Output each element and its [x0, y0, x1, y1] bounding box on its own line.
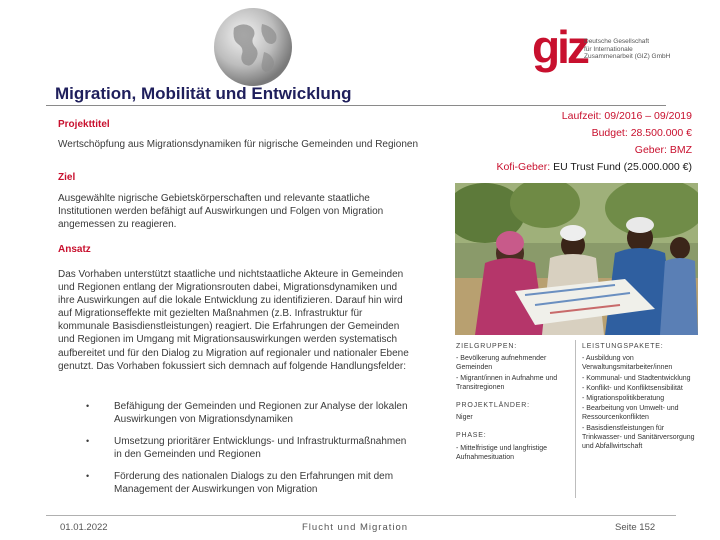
project-facts: [496, 108, 692, 176]
logo-text: [584, 38, 704, 61]
donor-row: Geber: BMZ: [634, 144, 692, 156]
footer-title: Flucht und Migration: [302, 522, 409, 533]
list-item: - Bearbeitung von Umwelt- und Ressourcenkonflikten: [582, 405, 679, 422]
bullet-icon: •: [86, 471, 90, 481]
bullet-text: Befähigung der Gemeinden und Regionen zur Analyse der lokalen Auswirkungen von Migrationsdynamiken: [114, 401, 408, 425]
bullet-icon: •: [86, 401, 90, 411]
target-groups-heading: ZIELGRUPPEN:: [456, 343, 517, 350]
budget-row: Budget: 28.500.000 €: [591, 127, 692, 139]
bullet-text: Förderung des nationalen Dialogs zu den Erfahrungen mit dem Management der Auswirkungen von Migration: [114, 471, 394, 495]
project-countries-heading: PROJEKTLÄNDER:: [456, 402, 530, 410]
list-item: [86, 470, 416, 496]
list-item: - Mittelfristige und langfristige Aufnahmesituation: [456, 444, 548, 461]
info-right-column: [582, 342, 702, 452]
phase-heading: PHASE:: [456, 432, 487, 440]
project-countries-value: Niger: [456, 414, 473, 422]
list-item: [86, 435, 416, 461]
logo-line-1: Deutsche Gesellschaft: [584, 38, 650, 45]
giz-logo: [532, 21, 712, 73]
project-title-heading: Projekttitel: [58, 119, 110, 130]
approach-text: Das Vorhaben unterstützt staatliche und nichtstaatliche Akteure in Gemeinden und Regionen entlang der Migrationsrouten dabei, Migrationsdynamiken und ihre Auswirkungen auf die lokale Entwicklung zu identifizieren. Darauf hin wird auf Migrationseffekte mit gezielten Maßnahmen (z.B. Infrastruktur für kommunale Basisdienstleistungen) reagiert. Die Erfahrungen der Gemeinden und Regionen im Umgang mit Migrationsauswirkungen werden systematisch aufbereitet und für den Dialog zu Migration auf regionaler und nationaler Ebene genutzt. Das Vorhaben fokussiert sich demnach auf folgende Handlungsfelder:: [58, 269, 409, 372]
title-divider: [46, 105, 666, 106]
bullet-icon: •: [86, 436, 90, 446]
logo-mark: giz: [532, 21, 587, 73]
list-item: - Migrationspolitikberatung: [582, 395, 665, 403]
approach-bullet-list: [86, 400, 416, 505]
globe-graphic: [212, 6, 294, 88]
duration-row: Laufzeit: 09/2016 – 09/2019: [561, 110, 692, 122]
cofunder-row: Kofi-Geber: EU Trust Fund (25.000.000 €): [496, 161, 692, 173]
info-divider: [575, 340, 576, 498]
goal-text: Ausgewählte nigrische Gebietskörperschaften und relevante staatliche Institutionen werden befähigt auf Auswirkungen und Folgen von Migration angemessen zu reagieren.: [58, 193, 384, 231]
logo-line-3: Zusammenarbeit (GIZ) GmbH: [584, 53, 671, 60]
list-item: - Kommunal- und Stadtentwicklung: [582, 374, 691, 382]
list-item: - Basisdienstleistungen für Trinkwasser- und Sanitärversorgung und Abfallwirtschaft: [582, 424, 695, 451]
project-title-text: Wertschöpfung aus Migrationsdynamiken für nigrische Gemeinden und Regionen: [58, 139, 419, 150]
goal-heading: Ziel: [58, 172, 76, 183]
phase-block: [456, 431, 566, 462]
footer-date: 01.01.2022: [60, 522, 108, 533]
info-left-column: [456, 342, 566, 471]
list-item: [86, 400, 416, 426]
footer-divider: [46, 515, 676, 516]
logo-line-2: für Internationale: [584, 45, 633, 53]
project-countries-block: [456, 401, 566, 422]
list-item: - Konflikt- und Konfliktsensibilität: [582, 384, 683, 392]
list-item: - Migrant/innen in Aufnahme und Transitregionen: [456, 374, 558, 391]
approach-heading: Ansatz: [58, 244, 91, 255]
page-title: Migration, Mobilität und Entwicklung: [55, 84, 352, 103]
bullet-text: Umsetzung prioritärer Entwicklungs- und Infrastrukturmaßnahmen in den Gemeinden und Regionen: [114, 436, 407, 460]
list-item: - Ausbildung von Verwaltungsmitarbeiter/innen: [582, 355, 673, 372]
page-number: Seite 152: [615, 522, 656, 533]
service-packages-heading: LEISTUNGSPAKETE:: [582, 343, 664, 350]
target-groups-block: [456, 342, 566, 392]
list-item: - Bevölkerung aufnehmender Gemeinden: [456, 355, 547, 372]
project-photo: [455, 183, 698, 335]
